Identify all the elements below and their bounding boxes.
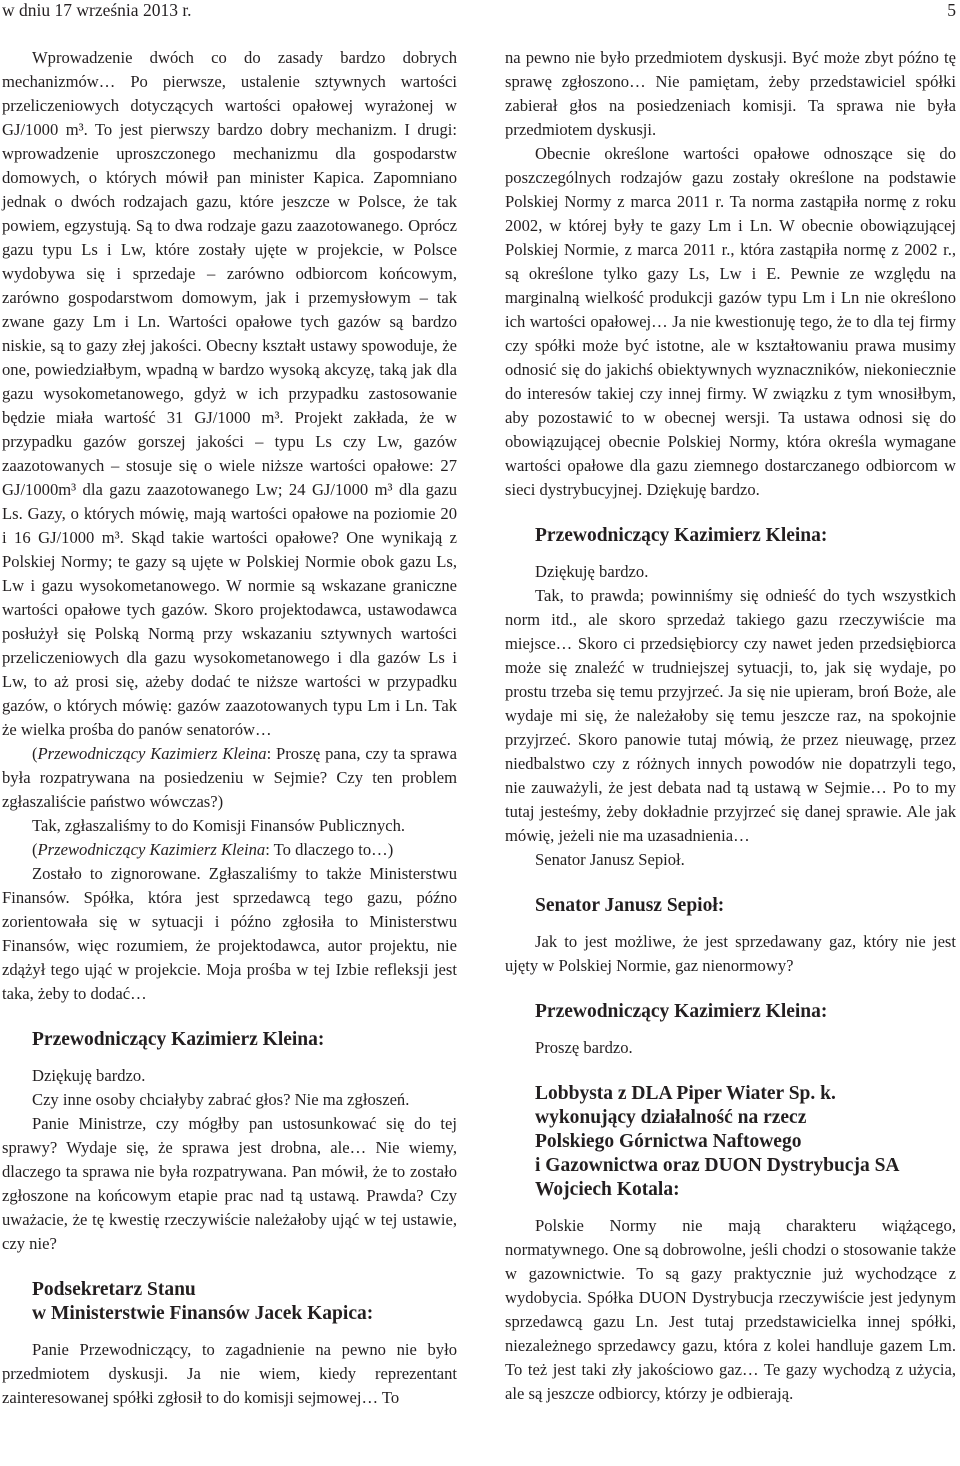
speaker-heading-line: Wojciech Kotala:	[535, 1179, 680, 1200]
paragraph: Dziękuję bardzo.	[32, 1066, 146, 1085]
speaker-heading: Senator Janusz Sepioł:	[535, 895, 725, 916]
paragraph: Tak, zgłaszaliśmy to do Komisji Finansów Publicznych.	[32, 816, 406, 835]
paragraph: Polskie Normy nie mają charakteru wiążącego, normatywnego. One są dobrowolne, jeśli chodzi o stosowanie także w gazownictwie. To są gazy praktycznie już wychodzące z wydobycia. Spółka DUON Dystrybucja rzeczywiście jest jedynym sprzedawcą gazu Ln. Jest tutaj przedstawicielka innej spółki, niezależnego sprzedawcy gazu, która z kolei handluje gazem Lm. To też jest taki zły jakościowo gaz… Te gazy wychodzą z użycia, ale są jeszcze odbiorcy, którzy je odbierają.	[505, 1216, 956, 1403]
paragraph: Czy inne osoby chciałyby zabrać głos? Nie ma zgłoszeń.	[32, 1090, 410, 1109]
paragraph: Obecnie określone wartości opałowe odnoszące się do poszczególnych rodzajów gazu zostały określone na podstawie Polskiej Normy z marca 2011 r. Ta norma zastąpiła normę z roku 2002, w której były te gazy Lm i Ln. W obecnie obowiązującej Polskiej Normie, z marca 2011 r., która zastąpiła normę z 2002 r., są określone tylko gazy Ls, Lw i E. Pewnie ze względu na marginalną wielkość produkcji gazów typu Lm i Ln nie określono ich wartości opałowej… Ja nie kwestionuję tego, że to dla tej firmy czy spółki może być istotne, ale w kształtowaniu prawa musimy odnosić się do jakichś obiektywnych wyznaczników, niekoniecznie do interesów takiej czy innej firmy. W związku z tym wnosiłbym, aby pozostawić to w obecnej wersji. Ta ustawa odnosi się do obowiązującej obecnie Polskiej Normy, która określa wymagane wartości opałowe dla gazu ziemnego dostarczanego odbiorcom w sieci dystrybucyjnej. Dziękuję bardzo.	[505, 144, 956, 499]
speaker-heading-line: w Ministerstwie Finansów Jacek Kapica:	[32, 1303, 374, 1324]
speaker-heading: Przewodniczący Kazimierz Kleina:	[32, 1029, 325, 1050]
paragraph: Panie Przewodniczący, to zagadnienie na pewno nie było przedmiotem dyskusji. Ja nie wiem, kiedy reprezentant zainteresowanej spółki zgłosił to do komisji sejmowej… To	[2, 1340, 457, 1407]
paragraph: Wprowadzenie dwóch co do zasady bardzo dobrych mechanizmów… Po pierwsze, ustalenie sztywnych wartości przeliczeniowych dotyczących wartości opałowej wyrażonej w GJ/1000 m³. To jest pierwszy bardzo dobry mechanizm. I drugi: wprowadzenie uproszczonego mechanizmu dla gospodarstw domowych, o których mówił pan minister Kapica. Zapomniano jednak o dwóch rodzajach gazu, które jeszcze w Polsce, że tak powiem, egzystują. Są to dwa rodzaje gazu zaazotowanego. Oprócz gazu typu Ls i Lw, które zostały ujęte w projekcie, w Polsce wydobywa się i sprzedaje – zarówno odbiorcom końcowym, zarówno gospodarstwom domowym, jak i przemysłowym – tak zwane gazy Lm i Ln. Wartości opałowe tych gazów są bardzo niskie, są to gazy złej jakości. Obecny kształt ustawy spowoduje, że one, powiedziałbym, wpadną w bardzo wysoką akcyzę, taką jak dla gazu wysokometanowego, gdyż w ich przypadku zastosowanie będzie miała wartość 31 GJ/1000 m³. Projekt zakłada, że w przypadku gazów gorszej jakości – typu Ls czy Lw, gazów zaazotowanych – stosuje się o wiele niższe wartości opałowe: 27 GJ/1000m³ dla gazu zaazotowanego Lw; 24 GJ/1000 m³ dla gazu Ls. Gazy, o których mówię, mają wartości opałowe na poziomie 20 i 16 GJ/1000 m³. Skąd takie wartości opałowe? One wynikają z Polskiej Normy; te gazy są ujęte w Polskiej Normie obok gazu Ls, Lw i gazu wysokometanowego. W normie są wskazane graniczne wartości opałowe tych gazów. Skoro projektodawca, ustawodawca posłużył się Polską Normą przy wskazaniu sztywnych wartości przeliczeniowych dla gazu wysokometanowego i dla gazów Ls i Lw, to aż prosi się, ażeby dodać te niższe wartości w przypadku gazów, o których mówię: gazów zaazotowanych typu Lm i Ln. Tak że wielka prośba do panów senatorów…	[2, 48, 457, 739]
interjection-paragraph: (Przewodniczący Kazimierz Kleina: To dlaczego to…)	[32, 840, 394, 859]
speaker-heading-line: Lobbysta z DLA Piper Wiater Sp. k.	[535, 1083, 836, 1104]
page-number: 5	[947, 0, 956, 20]
speaker-heading-line: i Gazownictwa oraz DUON Dystrybucja SA	[535, 1155, 900, 1176]
interjection-text: : To dlaczego to…)	[265, 840, 394, 859]
speaker-heading: Przewodniczący Kazimierz Kleina:	[535, 525, 828, 546]
interjection-speaker: Przewodniczący Kazimierz Kleina	[37, 744, 267, 763]
paragraph: Jak to jest możliwe, że jest sprzedawany gaz, który nie jest ujęty w Polskiej Normie, gaz nienormowy?	[505, 932, 956, 975]
speaker-heading-line: wykonujący działalność na rzecz	[535, 1107, 807, 1128]
left-column	[2, 46, 457, 1410]
speaker-heading	[505, 1082, 956, 1202]
paragraph: Proszę bardzo.	[535, 1038, 633, 1057]
speaker-heading-line: Polskiego Górnictwa Naftowego	[535, 1131, 802, 1152]
interjection-paragraph: (Przewodniczący Kazimierz Kleina: Proszę pana, czy ta sprawa była rozpatrywana na posiedzeniu w Sejmie? Czy ten problem zgłaszaliście państwo wówczas?)	[2, 744, 458, 811]
speaker-heading	[2, 1278, 457, 1326]
paragraph: na pewno nie było przedmiotem dyskusji. Być może zbyt późno tę sprawę zgłoszono… Nie pamiętam, żeby przedstawiciel spółki zabierał głos na posiedzeniach komisji. Ta sprawa nie była przedmiotem dyskusji.	[505, 48, 956, 139]
paragraph: Panie Ministrze, czy mógłby pan ustosunkować się do tej sprawy? Wydaje się, że sprawa jest drobna, ale… Nie wiemy, dlaczego ta sprawa nie była rozpatrywana. Pan mówił, że to zostało zgłoszone na końcowym etapie prac nad tą ustawą. Prawda? Czy uważacie, że tę kwestię rzeczywiście należałoby ująć w tej ustawie, czy nie?	[2, 1114, 457, 1253]
speaker-heading-line: Podsekretarz Stanu	[32, 1279, 196, 1300]
paragraph: Tak, to prawda; powinniśmy się odnieść do tych wszystkich norm itd., ale skoro sprzedaż takiego gazu rzeczywiście ma miejsce… Skoro ci przedsiębiorcy czy nawet jeden przedsiębiorca może się znaleźć w trudniejszej sytuacji, to, jak się wydaje, po prostu trzeba się temu przyjrzeć. Ja się nie upieram, broń Boże, ale wydaje mi się, że należałoby się temu jeszcze raz, na spokojnie przyjrzeć. Skoro panowie tutaj mówią, że przez nieuwagę, przez niedbalstwo czy z różnych innych powodów nie dopatrzyli tego, nie zauważyli, że jest debata nad tą ustawą w Sejmie… Po to my tutaj jesteśmy, żeby dokładnie przyjrzeć się danej sprawie. Ale jak mówię, jeżeli nie ma uzasadnienia…	[505, 586, 956, 845]
header-date: w dniu 17 września 2013 r.	[2, 0, 192, 20]
interjection-text: : Proszę pana, czy ta sprawa była rozpatrywana na posiedzeniu w Sejmie? Czy ten problem zgłaszaliście państwo wówczas?)	[2, 744, 458, 811]
paragraph: Dziękuję bardzo.	[535, 562, 649, 581]
speaker-heading: Przewodniczący Kazimierz Kleina:	[535, 1001, 828, 1022]
paragraph: Zostało to zignorowane. Zgłaszaliśmy to także Ministerstwu Finansów. Spółka, która jest sprzedawcą tego gazu, późno zorientowała się w sytuacji i późno zgłosiła to Ministerstwu Finansów, więc rozumiem, że projektodawca, autor projektu, nie zdążył tego ująć w projekcie. Moja prośba w tej Izbie refleksji jest taka, żeby to dodać…	[2, 864, 457, 1003]
right-column	[505, 46, 956, 1406]
paragraph: Senator Janusz Sepioł.	[535, 850, 685, 869]
interjection-speaker: Przewodniczący Kazimierz Kleina	[37, 840, 266, 859]
page-header	[2, 0, 956, 20]
